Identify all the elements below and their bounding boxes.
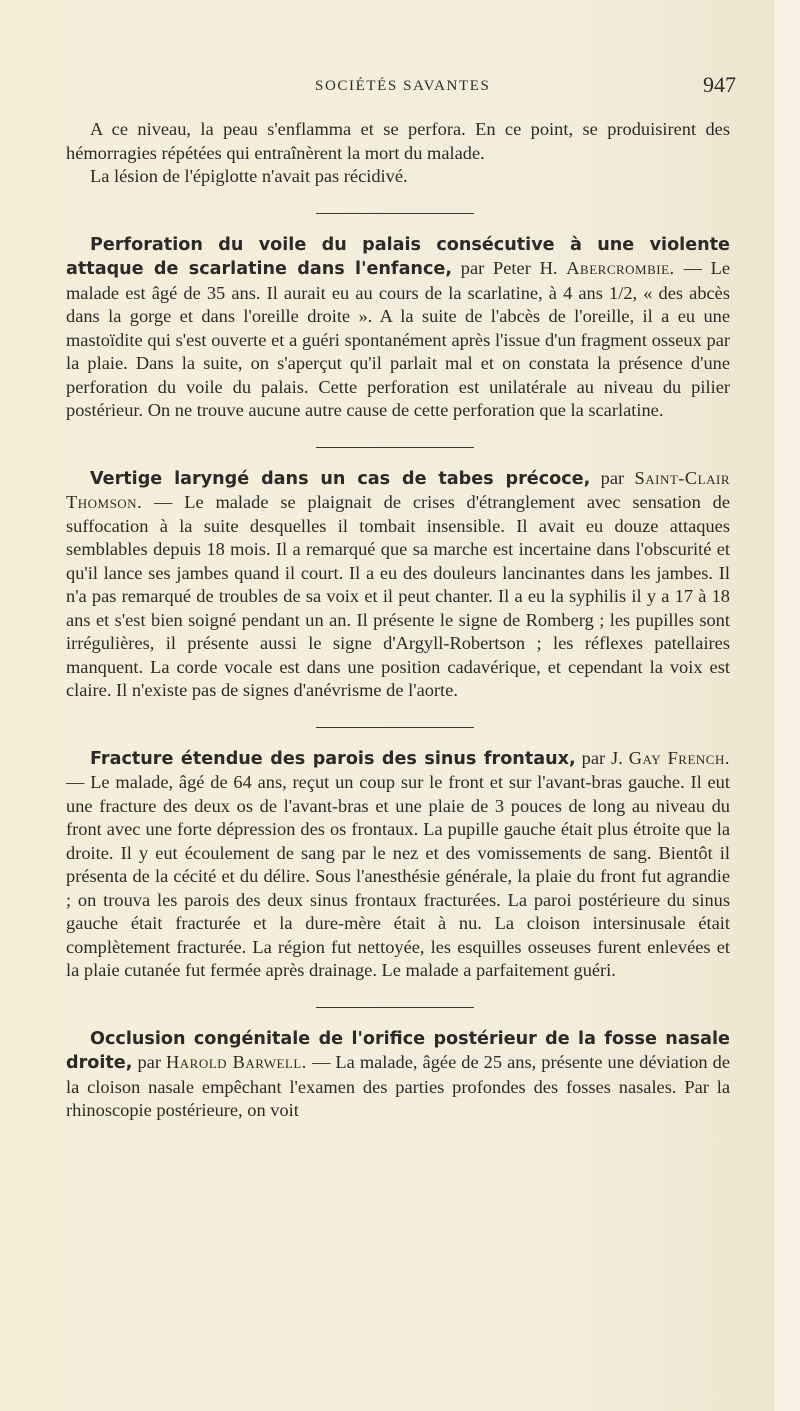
section-divider bbox=[66, 423, 730, 467]
article-french bbox=[66, 747, 730, 983]
article-title: Vertige laryngé dans un cas de tabes précoce, bbox=[90, 468, 591, 489]
article-author: Gay French. bbox=[628, 747, 730, 768]
article-body: — Le malade se plaignait de crises d'étranglement avec sensation de suffocation à la suite desquelles il tombait insensible. Il avait eu douze attaques semblables depuis 18 mois. Il a remarqué que sa marche est incertaine dans l'obscurité et qu'il lance ses jambes quand il court. Il a eu des douleurs lancinantes dans les jambes. Il n'a pas remarqué de troubles de sa voix et il peut chanter. Il a eu la syphilis il y a 17 à 18 ans et s'est bien soigné pendant un an. Il présente le signe de Romberg ; les pupilles sont irrégulières, il présente aussi le signe d'Argyll-Robertson ; les réflexes patellaires manquent. La corde vocale est dans une position cadavérique, et cependant la voix est claire. Il n'existe pas de signes d'anévrisme de l'aorte. bbox=[66, 492, 730, 700]
article-title: Perforation du voile du palais consécutive à une violente attaque de scarlatine dans l'enfance, bbox=[66, 234, 730, 279]
article-by: par J. bbox=[581, 747, 623, 768]
article-author: Saint-Clair Thomson. bbox=[66, 467, 730, 512]
article-thomson bbox=[66, 467, 730, 703]
section-divider bbox=[66, 189, 730, 233]
article-author: Harold Barwell. bbox=[166, 1052, 307, 1072]
article-author: Abercrombie. bbox=[566, 258, 675, 278]
article-barwell bbox=[66, 1027, 730, 1123]
article-by: par bbox=[600, 467, 625, 488]
article-title: Occlusion congénitale de l'orifice postérieur de la fosse nasale droite, bbox=[66, 1028, 730, 1073]
article-body: — La malade, âgée de 25 ans, présente une déviation de la cloison nasale empêchant l'examen des parties profondes des fosses nasales. Par la rhinoscopie postérieure, on voit bbox=[66, 1052, 730, 1120]
article-body: — Le malade est âgé de 35 ans. Il aurait eu au cours de la scarlatine, à 4 ans 1/2, « des abcès dans la gorge et dans l'oreille droite ». A la suite de l'abcès de l'oreille, il a eu une mastoïdite qui s'est ouverte et a guéri spontanément après l'issue d'un fragment osseux par la plaie. Dans la suite, on s'aperçut qu'il parlait mal et on constata la présence d'une perforation du voile du palais. Cette perforation est unilatérale au niveau du pilier postérieur. On ne trouve aucune autre cause de cette perforation que la scarlatine. bbox=[66, 258, 731, 420]
section-divider bbox=[66, 703, 730, 747]
article-by: par Peter H. bbox=[460, 258, 558, 278]
article-title: Fracture étendue des parois des sinus frontaux, bbox=[90, 748, 576, 769]
article-abercrombie bbox=[66, 233, 730, 423]
running-head: SOCIÉTÉS SAVANTES bbox=[315, 78, 491, 94]
intro-paragraph-2: La lésion de l'épiglotte n'avait pas récidivé. bbox=[90, 166, 408, 186]
article-body: — Le malade, âgé de 64 ans, reçut un coup sur le front et sur l'avant-bras gauche. Il eut une fracture des deux os de l'avant-bras et une plaie de 3 pouces de long au niveau du front avec une forte dépression des os frontaux. La pupille gauche était plus étroite que la droite. Il y eut écoulement de sang par le nez et des vomissements de sang. Bientôt il présenta de la cécité et du délire. Sous l'anesthésie générale, la plaie du front fut agrandie ; on trouva les parois des deux sinus frontaux fracturées. La paroi postérieure du sinus gauche était fracturée et la dure-mère était à nu. La cloison intersinusale était complètement fracturée. La région fut nettoyée, les esquilles osseuses furent enlevées et la plaie cutanée fut fermée après drainage. Le malade a parfaitement guéri. bbox=[66, 772, 730, 980]
page-body bbox=[66, 118, 730, 1123]
section-divider bbox=[66, 983, 730, 1027]
article-by: par bbox=[137, 1052, 161, 1072]
intro-paragraph-1: A ce niveau, la peau s'enflamma et se perfora. En ce point, se produisirent des hémorragies répétées qui entraînèrent la mort du malade. bbox=[66, 119, 730, 163]
page-number: 947 bbox=[703, 72, 736, 97]
page-header bbox=[60, 72, 740, 102]
